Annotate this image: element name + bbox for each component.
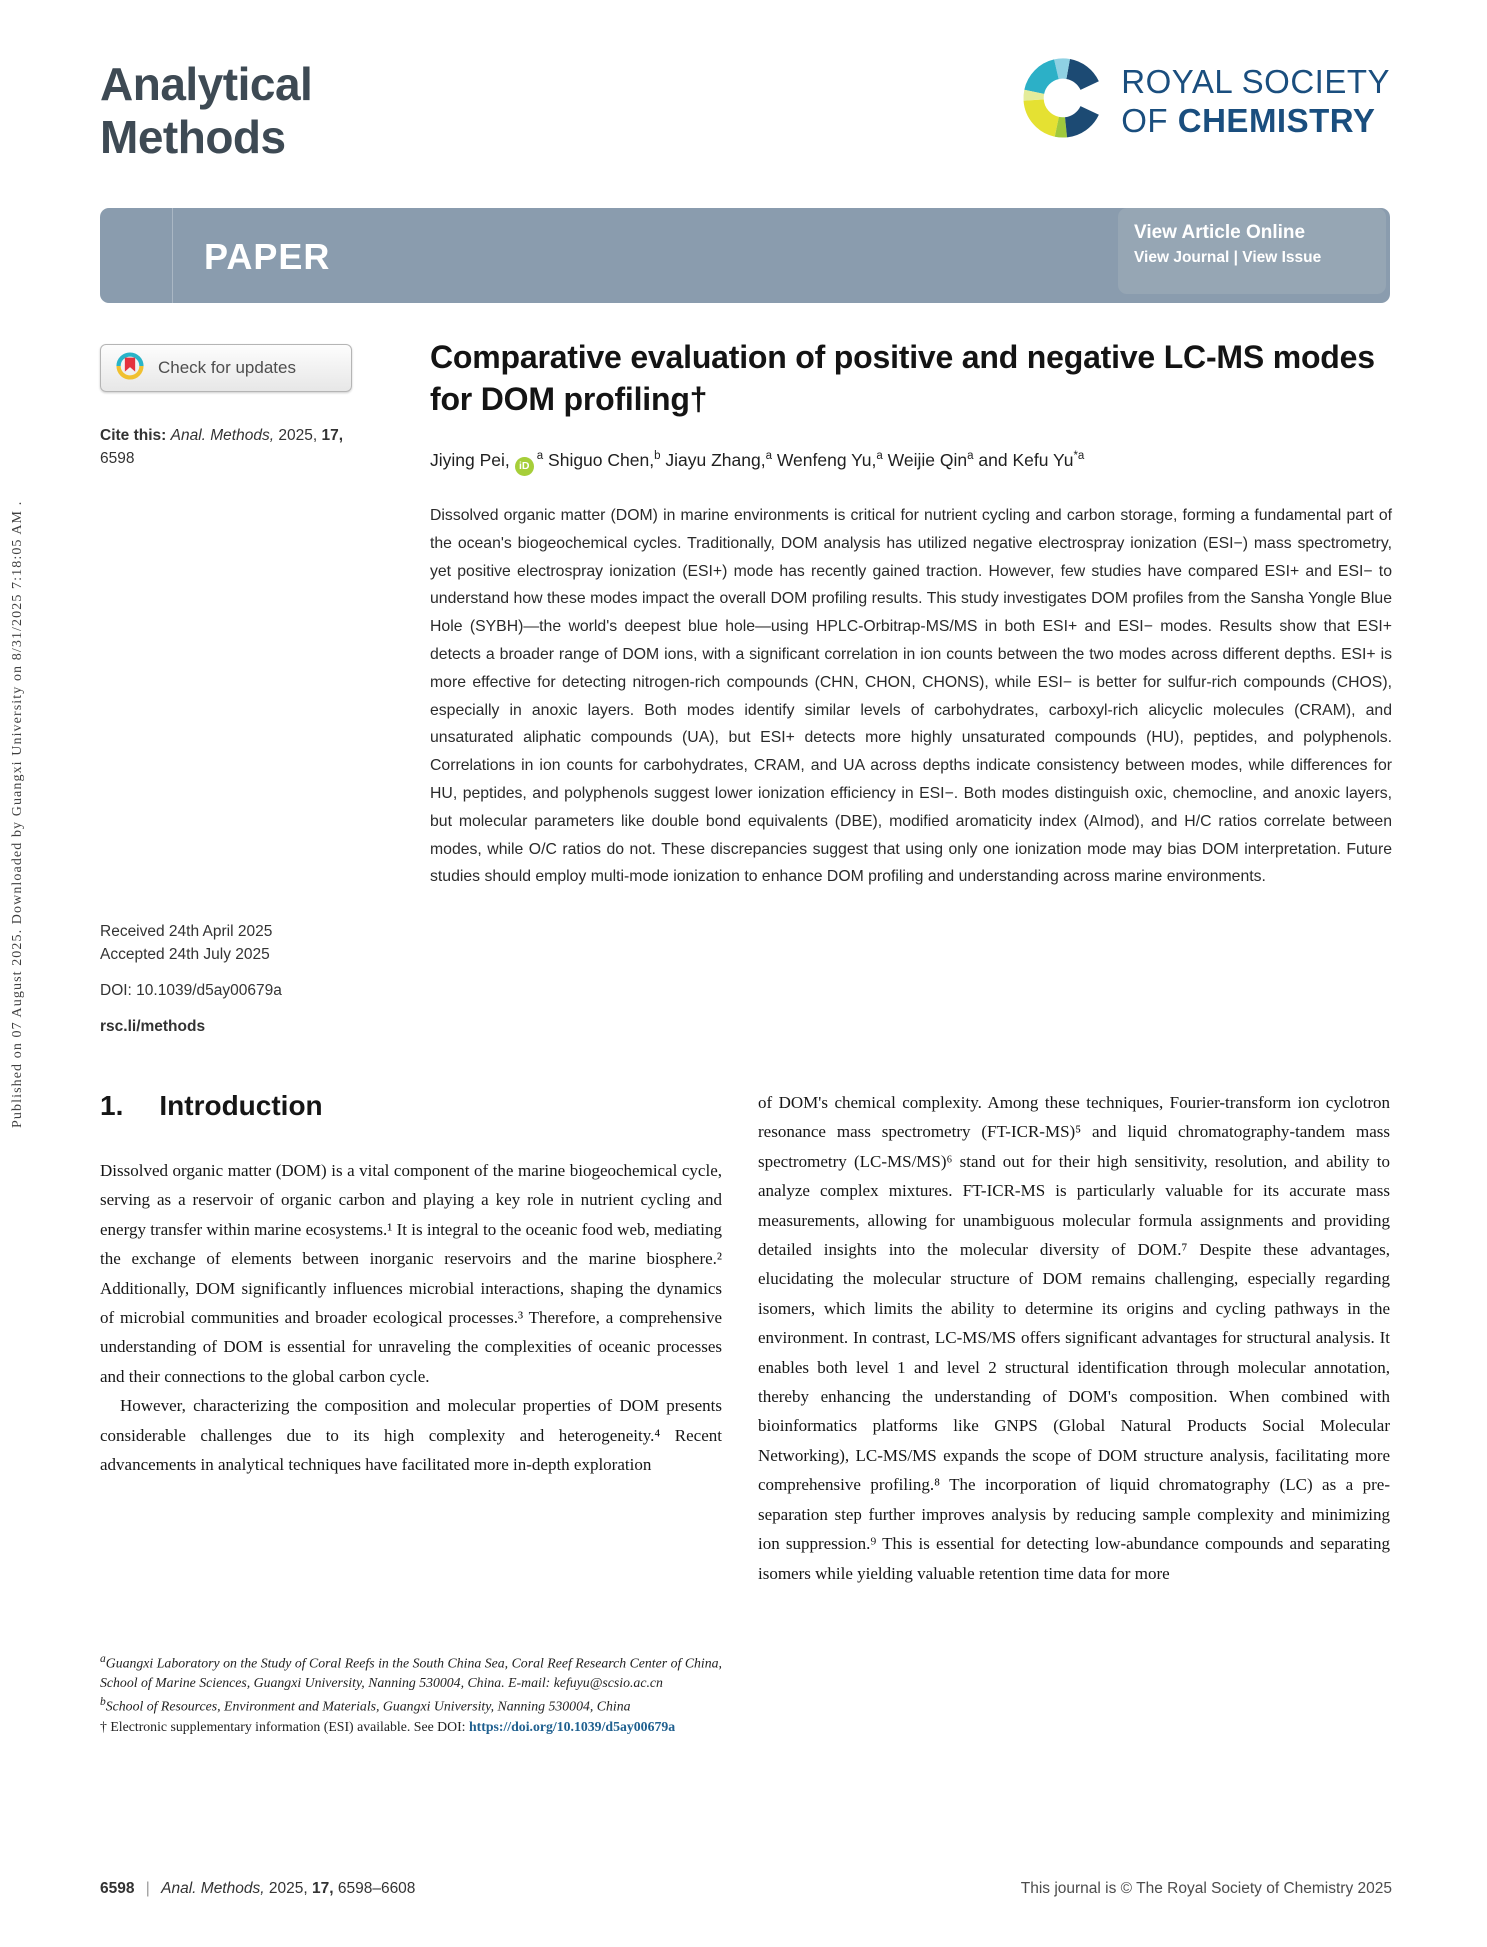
- section-heading-introduction: [100, 1090, 323, 1122]
- rsc-logo-line1: ROYAL SOCIETY: [1121, 62, 1390, 100]
- abstract: Dissolved organic matter (DOM) in marine environments is critical for nutrient cycling and carbon storage, forming a fundamental part of the ocean's biogeochemical cycles. Traditionally, DOM analysis has utilized negative electrospray ionization (ESI−) mass spectrometry, yet positive electrospray ionization (ESI+) mode has recently gained traction. However, few studies have compared ESI+ and ESI− to understand how these modes impact the overall DOM profiling results. This study investigates DOM profiles from the Sansha Yongle Blue Hole (SYBH)—the world's deepest blue hole—using HPLC-Orbitrap-MS/MS in both ESI+ and ESI− modes. Results show that ESI+ detects a broader range of DOM ions, with a significant correlation in ion counts between the two modes across different depths. ESI+ is more effective for detecting nitrogen-rich compounds (CHN, CHON, CHONS), while ESI− is better for sulfur-rich compounds (CHOS), especially in anoxic layers. Both modes identify similar levels of carbohydrates, carboxyl-rich alicyclic molecules (CRAM), and unsaturated aliphatic compounds (UA), but ESI+ detects more highly unsaturated compounds (HU), peptides, and polyphenols. Correlations in ion counts for carbohydrates, CRAM, and UA across depths indicate consistency between modes, while differences for HU, peptides, and polyphenols suggest lower ionization efficiency in ESI−. Both modes distinguish oxic, chemocline, and anoxic layers, but molecular parameters like double bond equivalents (DBE), modified aromaticity index (AImod), and H/C ratios correlate between modes, while O/C ratios do not. These discrepancies suggest that using only one ionization mode may bias DOM interpretation. Future studies should employ multi-mode ionization to enhance DOM profiling and understanding across marine environments.: [430, 507, 1392, 886]
- page-footer: [100, 1880, 1392, 1898]
- doi: DOI: 10.1039/d5ay00679a: [100, 982, 282, 999]
- rsc-logo-line2: OF CHEMISTRY: [1121, 101, 1376, 139]
- author-name: Weijie Qin: [882, 450, 968, 470]
- footer-volume: 17,: [311, 1880, 334, 1897]
- view-article-online-box[interactable]: [1118, 208, 1386, 294]
- section-number: 1.: [100, 1090, 124, 1121]
- author-affiliation-sup: b: [654, 450, 661, 463]
- body-column-right: [758, 1088, 1390, 1588]
- journal-url: rsc.li/methods: [100, 1018, 206, 1035]
- footer-journal: Anal. Methods,: [161, 1880, 265, 1897]
- accepted-date: Accepted 24th July 2025: [100, 946, 270, 963]
- author-list: [430, 450, 1410, 476]
- rsc-logo: [1017, 52, 1390, 149]
- author-affiliation-sup: a: [536, 450, 544, 463]
- author-name: Shiguo Chen,: [543, 450, 655, 470]
- author-affiliation-sup: a: [967, 450, 974, 463]
- check-for-updates-button[interactable]: [100, 344, 352, 392]
- intro-paragraph-3: of DOM's chemical complexity. Among these techniques, Fourier-transform ion cyclotron resonance mass spectrometry (FT-ICR-MS)⁵ and liquid chromatography-tandem mass spectrometry (LC-MS/MS)⁶ stand out for their high sensitivity, resolution, and ability to analyze complex mixtures. FT-ICR-MS is particularly valuable for its accurate mass measurements, allowing for unambiguous molecular formula assignments and providing detailed insights into the molecular diversity of DOM.⁷ Despite these advantages, elucidating the molecular structure of DOM remains challenging, especially regarding isomers, which limits the ability to determine its origins and cycling pathways in the environment. In contrast, LC-MS/MS offers significant advantages for structural analysis. It enables both level 1 and level 2 structural identification through molecular annotation, thereby enhancing the understanding of DOM's composition. When combined with bioinformatics platforms like GNPS (Global Natural Products Social Molecular Networking), LC-MS/MS expands the scope of DOM structure analysis, facilitating more comprehensive profiling.⁸ The incorporation of liquid chromatography (LC) as a pre-separation step further improves analysis by reducing sample complexity and minimizing ion suppression.⁹ This is essential for detecting low-abundance compounds and separating isomers while yielding valuable retention time data for more: [758, 1093, 1390, 1583]
- rsc-logo-text: [1121, 62, 1390, 140]
- footer-pages: 6598–6608: [337, 1880, 416, 1897]
- affiliation-a: $^a$Guangxi Laboratory on the Study of Coral Reefs in the South China Sea, Coral Reef Research Center of China, School of Marine Sciences, Guangxi University, Nanning 530004, China. E-mail: kefuyu@scsio.ac.cn: [100, 1653, 722, 1691]
- section-title: Introduction: [159, 1090, 323, 1121]
- crossmark-icon: [115, 351, 145, 386]
- journal-name: [100, 58, 312, 164]
- cite-label: Cite this:: [100, 427, 167, 444]
- esi-doi-link[interactable]: https://doi.org/10.1039/d5ay00679a: [468, 1718, 676, 1734]
- orcid-icon[interactable]: iD: [515, 457, 534, 476]
- footer-separator: |: [145, 1880, 150, 1897]
- view-article-online-link[interactable]: View Article Online: [1134, 222, 1306, 243]
- author-affiliation-sup: *a: [1073, 450, 1085, 463]
- intro-paragraph-2: However, characterizing the composition and molecular properties of DOM presents considerable challenges due to its high complexity and heterogeneity.⁴ Recent advancements in analytical techniques have facilitated more in-depth exploration: [100, 1396, 722, 1475]
- footer-copyright: This journal is © The Royal Society of Chemistry 2025: [1020, 1880, 1392, 1897]
- article-dates: [100, 920, 282, 1038]
- author-name: and Kefu Yu: [973, 450, 1074, 470]
- cite-page: 6598: [100, 450, 135, 467]
- paper-banner: [100, 208, 1390, 303]
- affiliation-b: $^b$School of Resources, Environment and Materials, Guangxi University, Nanning 530004, China: [100, 1696, 631, 1714]
- author-affiliation-sup: a: [876, 450, 883, 463]
- download-stamp: Published on 07 August 2025. Downloaded by Guangxi University on 8/31/2025 7:18:05 AM .: [10, 500, 25, 1128]
- footer-page-number: 6598: [100, 1880, 135, 1897]
- author-name: Wenfeng Yu,: [771, 450, 877, 470]
- footer-citation: [100, 1880, 415, 1898]
- journal-name-line2: Methods: [100, 111, 286, 163]
- article-title: Comparative evaluation of positive and negative LC-MS modes for DOM profiling†: [430, 339, 1375, 417]
- cite-volume: 17,: [321, 427, 344, 444]
- footer-year: 2025,: [268, 1880, 308, 1897]
- footnotes: [100, 1650, 722, 1736]
- intro-paragraph-1: Dissolved organic matter (DOM) is a vital component of the marine biogeochemical cycle, serving as a reservoir of organic carbon and playing a key role in nutrient cycling and energy transfer within marine ecosystems.¹ It is integral to the oceanic food web, mediating the exchange of elements between inorganic reservoirs and the marine biosphere.² Additionally, DOM significantly influences microbial interactions, shaping the dynamics of microbial communities and broader ecological processes.³ Therefore, a comprehensive understanding of DOM is essential for unraveling the complexities of oceanic processes and their connections to the global carbon cycle.: [100, 1161, 722, 1386]
- esi-footnote: † Electronic supplementary information (ESI) available. See DOI: https://doi.org/10.1039/d5ay00679a: [100, 1718, 676, 1734]
- banner-divider: [172, 208, 173, 303]
- cite-journal: Anal. Methods,: [170, 427, 275, 444]
- body-column-left: [100, 1156, 722, 1479]
- view-journal-issue-links[interactable]: View Journal | View Issue: [1134, 249, 1322, 266]
- journal-name-line1: Analytical: [100, 58, 313, 110]
- citation-info: [100, 424, 410, 470]
- check-for-updates-label: Check for updates: [158, 358, 296, 377]
- rsc-c-icon: [1017, 52, 1109, 149]
- author-affiliation-sup: a: [765, 450, 772, 463]
- received-date: Received 24th April 2025: [100, 923, 273, 940]
- author-name: Jiying Pei,: [430, 450, 510, 470]
- cite-year: 2025,: [278, 427, 318, 444]
- paper-type-label: PAPER: [204, 236, 331, 277]
- author-name: Jiayu Zhang,: [660, 450, 766, 470]
